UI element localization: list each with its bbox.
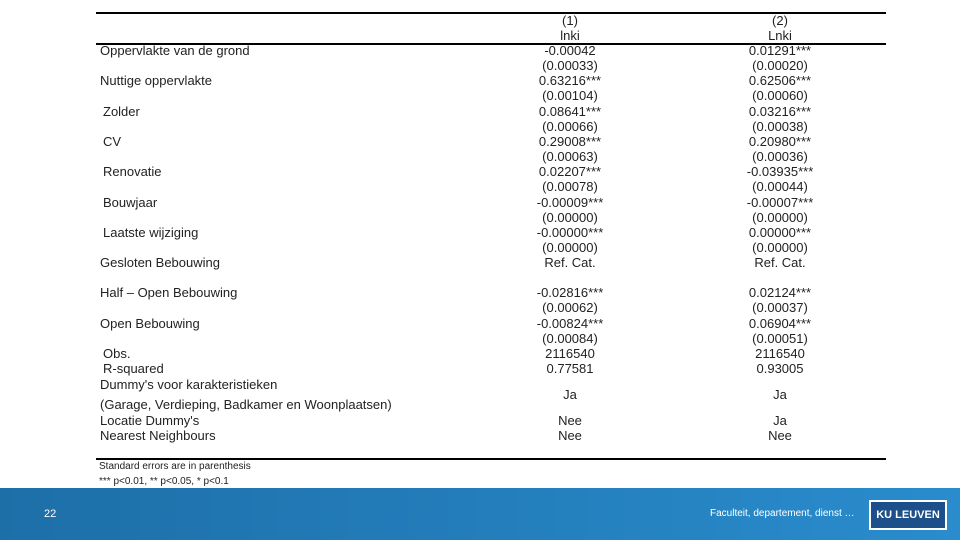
faculty-text: Faculteit, departement, dienst … (710, 508, 855, 519)
row-label-oppervlakte-grond: Oppervlakte van de grond (100, 43, 250, 58)
table-cell: Ja (773, 413, 787, 428)
table-cell: Nee (558, 413, 582, 428)
table-cell: 0.93005 (756, 361, 804, 376)
row-label-renovatie: Renovatie (103, 164, 162, 179)
table-cell: (0.00038) (752, 119, 808, 134)
table-cell: Nee (558, 428, 582, 443)
table-cell: -0.00000*** (536, 225, 604, 240)
row-label-locatie-dummies: Locatie Dummy's (100, 413, 200, 428)
ku-leuven-logo: KU LEUVEN (869, 500, 947, 530)
table-cell: (0.00044) (752, 179, 808, 194)
table-cell: (0.00063) (542, 149, 598, 164)
table-cell: (0.00104) (542, 88, 598, 103)
table-cell: (0.00036) (752, 149, 808, 164)
table-cell: 0.08641*** (538, 104, 602, 119)
table-cell: Ref. Cat. (754, 255, 806, 270)
table-cell: -0.00824*** (536, 316, 604, 331)
table-note-standard-errors: Standard errors are in parenthesis (99, 461, 251, 472)
table-cell: -0.00009*** (536, 195, 604, 210)
table-cell: -0.02816*** (536, 285, 604, 300)
table-cell: (0.00062) (542, 300, 598, 315)
row-label-r-squared: R-squared (103, 361, 164, 376)
col1-header-number: (1) (562, 13, 578, 28)
table-cell: (0.00066) (542, 119, 598, 134)
row-label-laatste-wijziging: Laatste wijziging (103, 225, 199, 240)
footer-bar (0, 488, 960, 540)
table-cell: -0.00007*** (746, 195, 814, 210)
row-label-dummies-karakteristieken: Dummy's voor karakteristieken (100, 377, 278, 392)
row-label-zolder: Zolder (103, 104, 140, 119)
table-cell: 2116540 (755, 346, 805, 361)
table-cell: 2116540 (545, 346, 595, 361)
table-cell: (0.00060) (752, 88, 808, 103)
row-label-nuttige-oppervlakte: Nuttige oppervlakte (100, 73, 213, 88)
table-cell: (0.00000) (542, 210, 598, 225)
table-cell: 0.06904*** (748, 316, 812, 331)
table-cell: 0.63216*** (538, 73, 602, 88)
table-cell: 0.01291*** (748, 43, 812, 58)
row-label-nearest-neighbours: Nearest Neighbours (100, 428, 216, 443)
row-label-cv: CV (103, 134, 122, 149)
table-cell: (0.00078) (542, 179, 598, 194)
table-cell: Ref. Cat. (544, 255, 596, 270)
table-cell: 0.77581 (546, 361, 594, 376)
table-bottom-rule (96, 458, 886, 460)
row-label-obs: Obs. (103, 346, 131, 361)
table-cell: (0.00033) (542, 58, 598, 73)
row-label-gesloten-bebouwing: Gesloten Bebouwing (100, 255, 220, 270)
table-cell: 0.02124*** (748, 285, 812, 300)
table-cell: (0.00037) (752, 300, 808, 315)
row-label-open-bebouwing: Open Bebouwing (100, 316, 200, 331)
col2-header-var: Lnki (768, 28, 792, 43)
row-label-bouwjaar: Bouwjaar (103, 195, 158, 210)
table-cell: (0.00000) (752, 240, 808, 255)
page-number: 22 (44, 508, 57, 520)
table-cell: (0.00000) (752, 210, 808, 225)
table-cell: 0.02207*** (538, 164, 602, 179)
row-label-half-open-bebouwing: Half – Open Bebouwing (100, 285, 238, 300)
table-cell: 0.62506*** (748, 73, 812, 88)
row-label-dummies-sub: (Garage, Verdieping, Badkamer en Woonplaatsen) (100, 397, 392, 412)
table-cell: (0.00020) (752, 58, 808, 73)
table-cell: (0.00000) (542, 240, 598, 255)
table-cell: -0.00042 (544, 43, 596, 58)
table-cell: Ja (773, 387, 787, 402)
table-cell: 0.03216*** (748, 104, 812, 119)
col2-header-number: (2) (772, 13, 788, 28)
table-cell: 0.29008*** (538, 134, 602, 149)
table-cell: Ja (563, 387, 577, 402)
table-cell: Nee (768, 428, 792, 443)
table-note-significance: *** p<0.01, ** p<0.05, * p<0.1 (99, 476, 229, 487)
table-cell: 0.00000*** (748, 225, 812, 240)
table-cell: (0.00051) (752, 331, 808, 346)
table-cell: 0.20980*** (748, 134, 812, 149)
table-cell: -0.03935*** (746, 164, 814, 179)
table-cell: (0.00084) (542, 331, 598, 346)
col1-header-var: lnki (560, 28, 580, 43)
